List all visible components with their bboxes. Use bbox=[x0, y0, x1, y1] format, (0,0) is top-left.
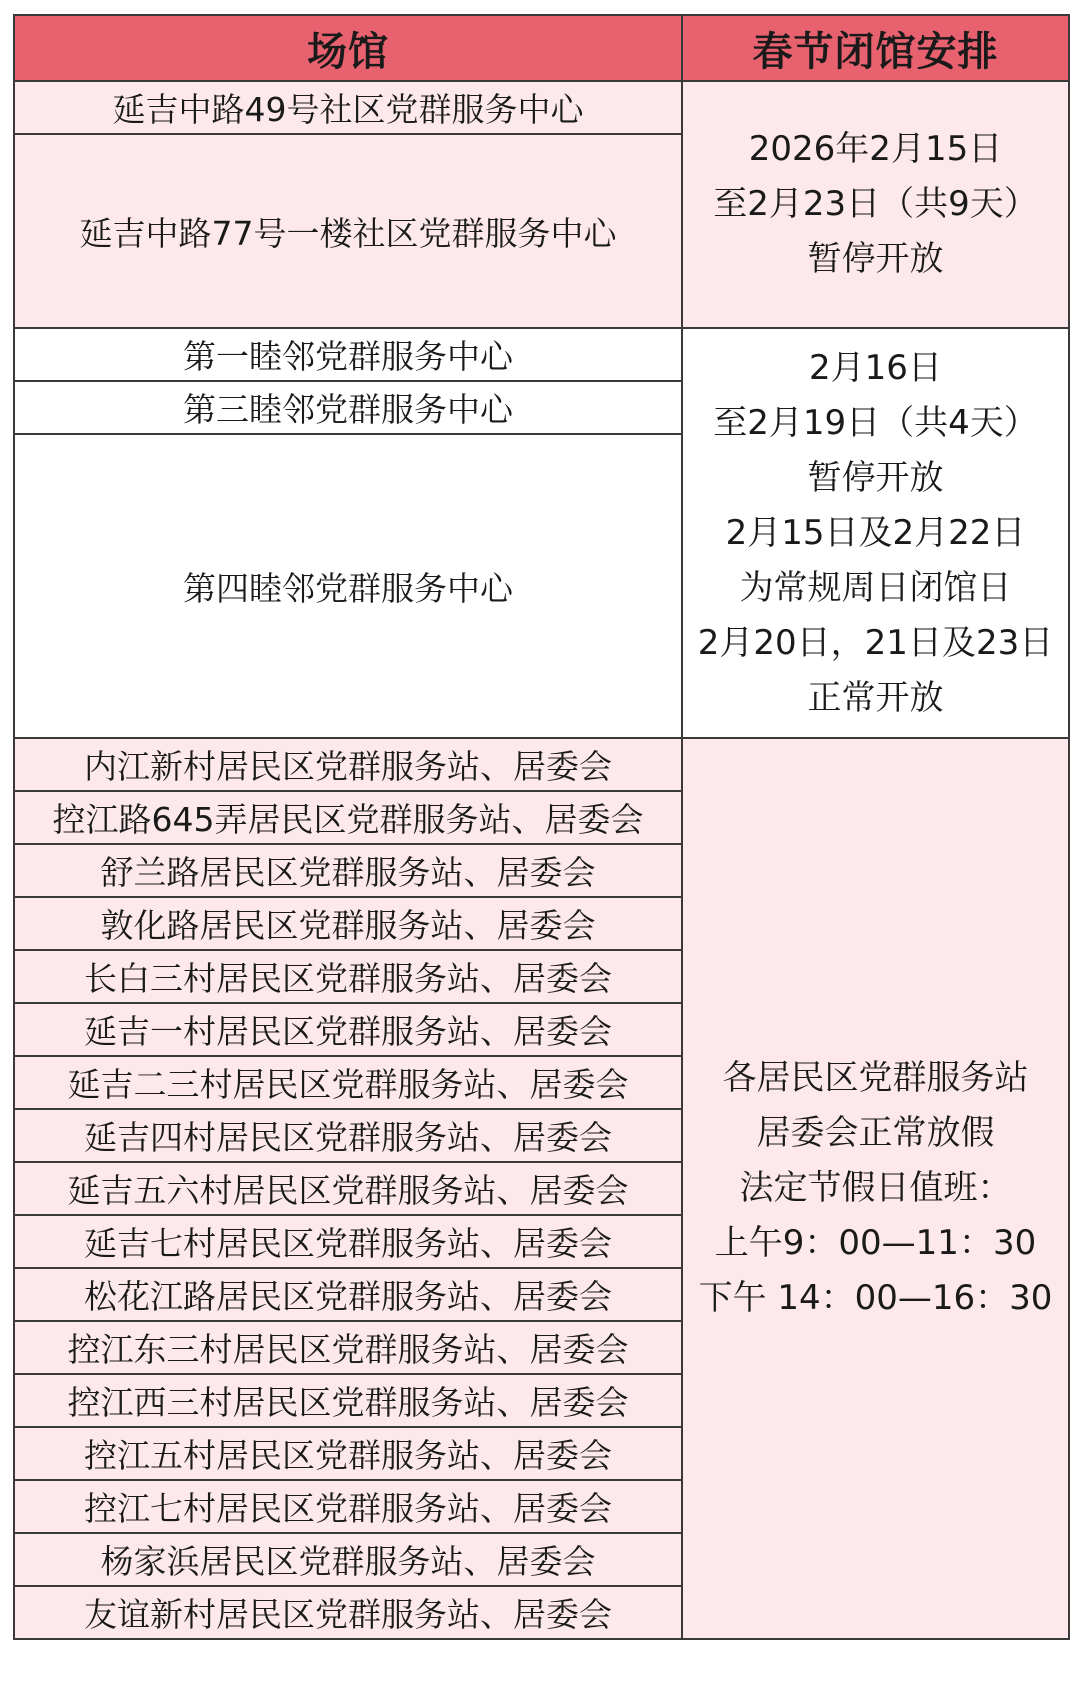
venue-cell: 内江新村居民区党群服务站、居委会 bbox=[14, 738, 682, 791]
venue-column-header: 场馆 bbox=[14, 15, 682, 81]
schedule-line: 正常开放 bbox=[807, 677, 944, 718]
schedule-line: 暂停开放 bbox=[807, 239, 944, 279]
schedule-line: 下午 14：00—16：30 bbox=[698, 1278, 1053, 1318]
venue-cell: 控江五村居民区党群服务站、居委会 bbox=[14, 1427, 682, 1480]
table-row bbox=[14, 738, 1069, 791]
closure-schedule-table bbox=[13, 14, 1070, 1640]
venue-cell: 延吉七村居民区党群服务站、居委会 bbox=[14, 1215, 682, 1268]
schedule-column-header: 春节闭馆安排 bbox=[682, 15, 1069, 81]
schedule-line: 2月15日及2月22日 bbox=[725, 512, 1026, 553]
schedule-line: 法定节假日值班： bbox=[739, 1168, 1012, 1208]
schedule-line: 2026年2月15日 bbox=[748, 129, 1003, 169]
venue-cell: 友谊新村居民区党群服务站、居委会 bbox=[14, 1586, 682, 1639]
schedule-line: 为常规周日闭馆日 bbox=[739, 567, 1012, 608]
venue-cell: 长白三村居民区党群服务站、居委会 bbox=[14, 950, 682, 1003]
venue-cell: 延吉中路77号一楼社区党群服务中心 bbox=[14, 134, 682, 328]
schedule-line: 至2月23日（共9天） bbox=[713, 184, 1038, 224]
venue-cell: 控江路645弄居民区党群服务站、居委会 bbox=[14, 791, 682, 844]
table-row bbox=[14, 81, 1069, 134]
venue-cell: 延吉五六村居民区党群服务站、居委会 bbox=[14, 1162, 682, 1215]
table-row bbox=[14, 328, 1069, 381]
venue-cell: 敦化路居民区党群服务站、居委会 bbox=[14, 897, 682, 950]
schedule-line: 暂停开放 bbox=[807, 457, 944, 498]
schedule-cell bbox=[682, 738, 1069, 1639]
venue-cell: 舒兰路居民区党群服务站、居委会 bbox=[14, 844, 682, 897]
venue-cell: 延吉一村居民区党群服务站、居委会 bbox=[14, 1003, 682, 1056]
header-row bbox=[14, 15, 1069, 81]
venue-cell: 第四睦邻党群服务中心 bbox=[14, 434, 682, 738]
venue-cell: 延吉中路49号社区党群服务中心 bbox=[14, 81, 682, 134]
venue-cell: 第三睦邻党群服务中心 bbox=[14, 381, 682, 434]
schedule-line: 至2月19日（共4天） bbox=[713, 402, 1038, 443]
venue-cell: 控江七村居民区党群服务站、居委会 bbox=[14, 1480, 682, 1533]
schedule-line: 居委会正常放假 bbox=[756, 1113, 995, 1153]
schedule-line: 2月20日，21日及23日 bbox=[697, 622, 1054, 663]
schedule-line: 各居民区党群服务站 bbox=[722, 1058, 1029, 1098]
venue-cell: 控江东三村居民区党群服务站、居委会 bbox=[14, 1321, 682, 1374]
venue-cell: 延吉四村居民区党群服务站、居委会 bbox=[14, 1109, 682, 1162]
venue-cell: 松花江路居民区党群服务站、居委会 bbox=[14, 1268, 682, 1321]
venue-cell: 控江西三村居民区党群服务站、居委会 bbox=[14, 1374, 682, 1427]
schedule-line: 2月16日 bbox=[809, 347, 942, 388]
schedule-cell bbox=[682, 328, 1069, 738]
schedule-cell bbox=[682, 81, 1069, 328]
venue-cell: 延吉二三村居民区党群服务站、居委会 bbox=[14, 1056, 682, 1109]
schedule-wrapper bbox=[13, 14, 1070, 1640]
schedule-line: 上午9：00—11：30 bbox=[714, 1223, 1037, 1263]
venue-cell: 杨家浜居民区党群服务站、居委会 bbox=[14, 1533, 682, 1586]
venue-cell: 第一睦邻党群服务中心 bbox=[14, 328, 682, 381]
